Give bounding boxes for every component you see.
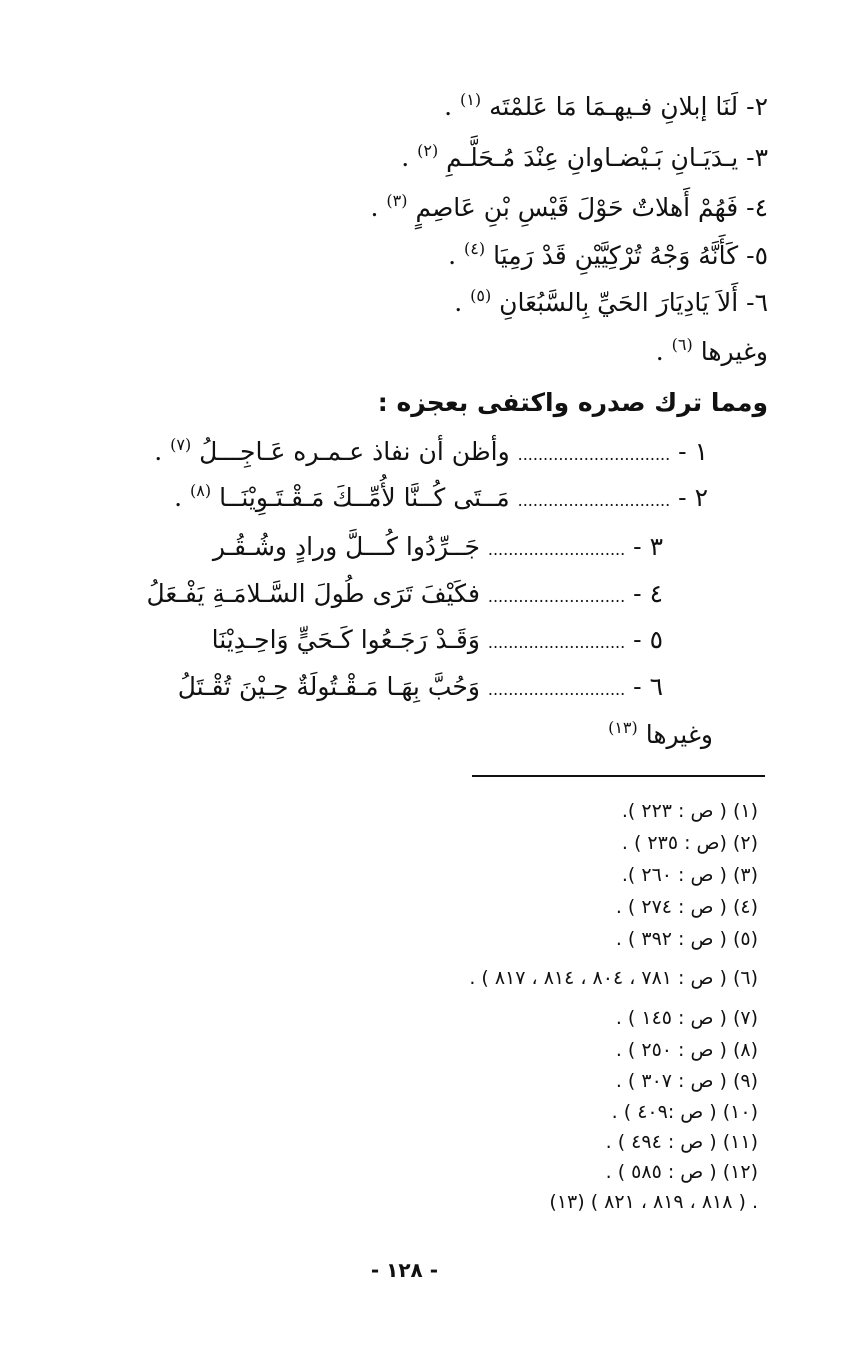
footnote-ref: (٧) <box>170 435 192 454</box>
footnote-ref: (٨) <box>190 481 212 500</box>
verse-dots: .............................. <box>517 491 671 510</box>
verse-line <box>212 625 663 654</box>
footnote-separator <box>472 775 765 777</box>
verse-text: وأظن أن نفاذ عـمـره عَـاجِـــلُ <box>199 437 510 466</box>
verse-text: مَــتَى كُــنَّا لأُمِّــكَ مَـقْـتَـوِيْنَــا <box>219 483 510 512</box>
footnote: (٨) ( ص : ٢٥٠ ) . <box>615 1039 758 1061</box>
footnote: (١١) ( ص : ٤٩٤ ) . <box>605 1131 758 1153</box>
verse-line <box>444 92 768 121</box>
others-text: وغيرها <box>645 720 713 749</box>
verse-end: . <box>174 483 183 512</box>
verse-end: . <box>401 143 410 172</box>
verse-text: ٦- أَلاَ يَادِيَارَ الحَيِّ بِالسَّبُعَانِ <box>499 288 768 317</box>
verse-dots: ........................... <box>487 540 626 559</box>
footnote-ref: (٤) <box>464 239 486 258</box>
verse-line <box>147 579 664 608</box>
page-number: - ١٢٨ - <box>370 1258 438 1282</box>
verse-line <box>154 437 708 466</box>
footnote-ref: (١) <box>460 90 482 109</box>
verse-end: . <box>444 92 453 121</box>
verse-text: ٢- لَنَا إبلانِ فـيهـمَا مَا عَلمْتَه <box>489 92 768 121</box>
others-text: وغيرها <box>700 337 768 366</box>
section-heading: ومما ترك صدره واكتفى بعجزه : <box>377 388 768 417</box>
verse-text: ٥- كَأَنَّهُ وَجْهُ تُرْكِيَّيْنِ قَدْ رَمِيَا <box>493 241 768 270</box>
verse-number: ٣ - <box>633 532 663 561</box>
verse-dots: ........................... <box>487 587 626 606</box>
footnote: (١٠) ( ص :٤٠٩ ) . <box>611 1101 758 1123</box>
verse-text: وَقَـدْ رَجَـعُوا كَـحَيٍّ وَاحِـدِيْنَا <box>211 625 480 654</box>
verse-text: فكَيْفَ تَرَى طُولَ السَّـلامَـةِ يَفْـعَلُ <box>146 579 480 608</box>
footnote-ref: (٢) <box>417 141 439 160</box>
others-line <box>608 720 713 749</box>
verse-end: . <box>448 241 457 270</box>
verse-number: ٢ - <box>678 483 708 512</box>
footnote: (٩) ( ص : ٣٠٧ ) . <box>615 1070 758 1092</box>
verse-line <box>401 143 768 172</box>
verse-text: ٣- يـدَيَـانِ بَـيْضـاوانِ عِنْدَ مُـحَلَّـمِ <box>446 143 768 172</box>
footnote: (٤) ( ص : ٢٧٤ ) . <box>615 896 758 918</box>
verse-dots: ........................... <box>487 680 626 699</box>
footnote-ref: (٣) <box>386 191 408 210</box>
others-line <box>656 337 768 366</box>
verse-dots: ........................... <box>487 633 626 652</box>
footnote: (٧) ( ص : ١٤٥ ) . <box>615 1007 758 1029</box>
verse-number: ٤ - <box>633 579 663 608</box>
footnote: (١٣) ( ٨١٨ ، ٨١٩ ، ٨٢١ ) . <box>549 1191 758 1213</box>
footnote: (١) ( ص : ٢٢٣ ). <box>621 800 758 822</box>
verse-line <box>448 241 768 270</box>
verse-line <box>213 532 663 561</box>
footnote: (١٢) ( ص : ٥٨٥ ) . <box>605 1161 758 1183</box>
verse-text: جَــرِّدُوا كُـــلَّ ورادٍ وشُـقُـر <box>212 532 480 561</box>
verse-line <box>174 483 708 512</box>
footnote-ref: (١٣) <box>608 718 638 737</box>
footnote-ref: (٥) <box>470 286 492 305</box>
verse-text: وَحُبَّ بِهَـا مَـقْـتُولَةٌ حِـيْنَ تُقْـتَلُ <box>177 672 480 701</box>
footnote: (٦) ( ص : ٧٨١ ، ٨٠٤ ، ٨١٤ ، ٨١٧ ) . <box>469 967 758 989</box>
verse-end: . <box>370 193 379 222</box>
footnote: (٣) ( ص : ٢٦٠ ). <box>621 864 758 886</box>
verse-line <box>178 672 663 701</box>
verse-number: ٦ - <box>633 672 663 701</box>
footnote: (٢) (ص : ٢٣٥ ) . <box>621 832 758 854</box>
verse-number: ١ - <box>678 437 708 466</box>
verse-end: . <box>154 437 163 466</box>
footnote-ref: (٦) <box>671 335 693 354</box>
verse-text: ٤- فَهُمْ أَهلاتٌ حَوْلَ قَيْسِ بْنِ عَاصِمٍ <box>415 193 768 222</box>
footnote: (٥) ( ص : ٣٩٢ ) . <box>615 928 758 950</box>
verse-line <box>370 193 768 222</box>
others-end: . <box>655 337 664 366</box>
verse-end: . <box>454 288 463 317</box>
verse-number: ٥ - <box>633 625 663 654</box>
verse-line <box>454 288 768 317</box>
verse-dots: .............................. <box>517 445 671 464</box>
